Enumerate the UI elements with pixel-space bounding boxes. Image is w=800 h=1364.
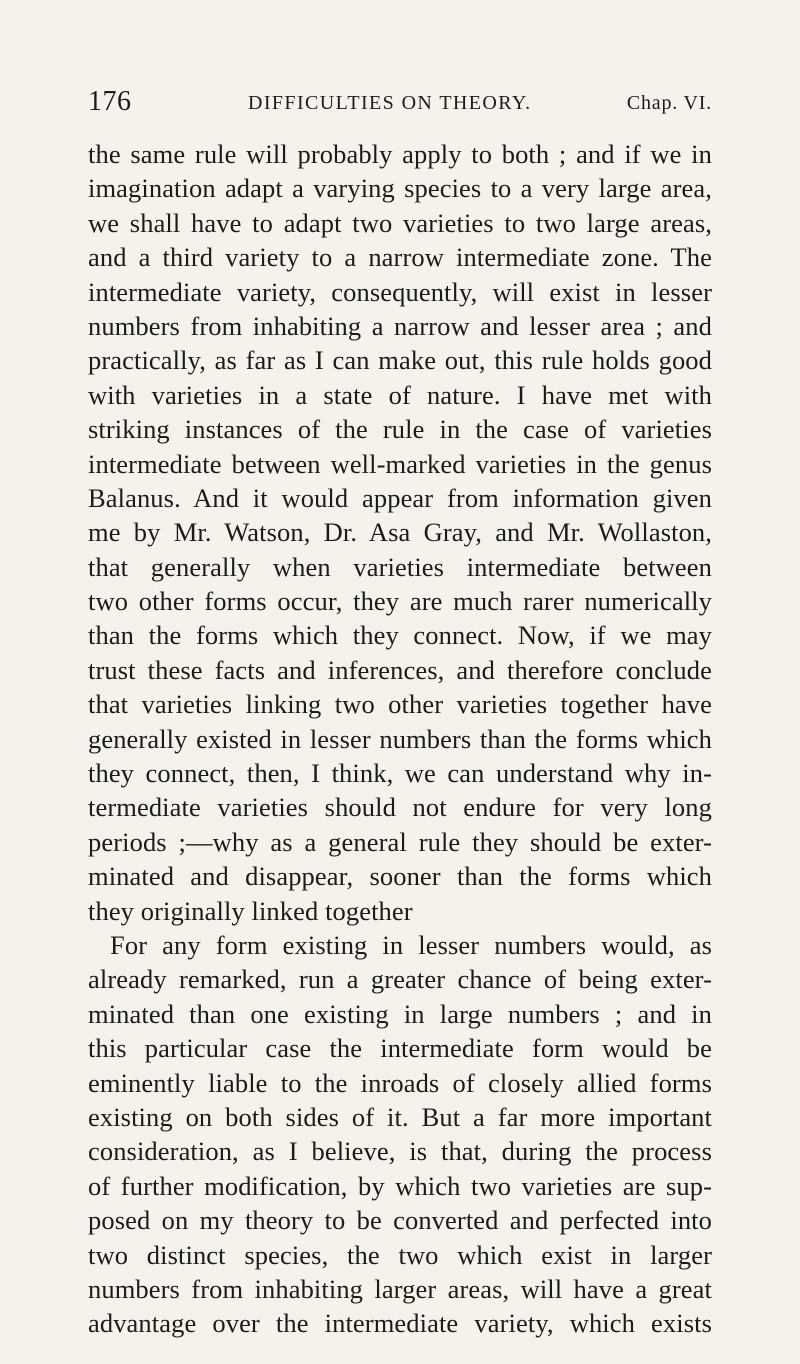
page-number: 176 xyxy=(88,86,132,117)
text-line: that varieties linking two other varieties together have xyxy=(88,689,712,720)
body-text xyxy=(88,137,712,1341)
text-line: imagination adapt a varying species to a very large area, xyxy=(88,173,712,204)
text-line: two other forms occur, they are much rarer numerically xyxy=(88,586,712,617)
text-line: periods ;—why as a general rule they should be exter- xyxy=(88,826,712,857)
text-line: trust these facts and inferences, and therefore conclude xyxy=(88,654,712,685)
text-line: me by Mr. Watson, Dr. Asa Gray, and Mr. Wollaston, xyxy=(88,517,712,548)
text-line: striking instances of the rule in the case of varieties xyxy=(88,414,712,445)
text-line: minated and disappear, sooner than the forms which xyxy=(88,861,712,892)
text-line: eminently liable to the inroads of closely allied forms xyxy=(88,1067,712,1098)
text-line: numbers from inhabiting a narrow and lesser area ; and xyxy=(88,310,712,341)
text-line: Balanus. And it would appear from information given xyxy=(88,482,712,513)
text-line: this particular case the intermediate form would be xyxy=(88,1033,712,1064)
text-line: that generally when varieties intermediate between xyxy=(88,551,712,582)
text-line: advantage over the intermediate variety, which exists xyxy=(88,1308,712,1339)
text-line: we shall have to adapt two varieties to two large areas, xyxy=(88,207,712,238)
text-line: than the forms which they connect. Now, if we may xyxy=(88,620,712,651)
running-head xyxy=(88,84,712,120)
text-line: minated than one existing in large numbers ; and in xyxy=(88,998,712,1029)
text-line: consideration, as I believe, is that, during the process xyxy=(88,1136,712,1167)
text-line: the same rule will probably apply to both ; and if we in xyxy=(88,139,712,169)
text-line: generally existed in lesser numbers than the forms which xyxy=(88,723,712,754)
text-line: they connect, then, I think, we can understand why in- xyxy=(88,758,712,789)
text-line: For any form existing in lesser numbers would, as xyxy=(110,929,712,960)
text-line: intermediate between well-marked varieties in the genus xyxy=(88,448,712,479)
text-line: already remarked, run a greater chance of being exter- xyxy=(88,964,712,995)
text-line: with varieties in a state of nature. I have met with xyxy=(88,379,712,410)
text-line: of further modification, by which two varieties are sup- xyxy=(88,1170,712,1201)
text-line: existing on both sides of it. But a far more important xyxy=(88,1101,712,1132)
text-line: posed on my theory to be converted and perfected into xyxy=(88,1205,712,1236)
chapter-reference: Chap. VI. xyxy=(626,92,712,114)
text-line: numbers from inhabiting larger areas, will have a great xyxy=(88,1273,712,1304)
text-line: intermediate variety, consequently, will exist in lesser xyxy=(88,276,712,307)
text-line: they originally linked together xyxy=(88,895,413,926)
text-line: practically, as far as I can make out, this rule holds good xyxy=(88,345,712,376)
text-line: termediate varieties should not endure for very long xyxy=(88,792,712,823)
text-line: two distinct species, the two which exist in larger xyxy=(88,1239,712,1270)
text-line: and a third variety to a narrow intermediate zone. The xyxy=(88,242,712,273)
running-title: DIFFICULTIES ON THEORY. xyxy=(248,92,532,114)
